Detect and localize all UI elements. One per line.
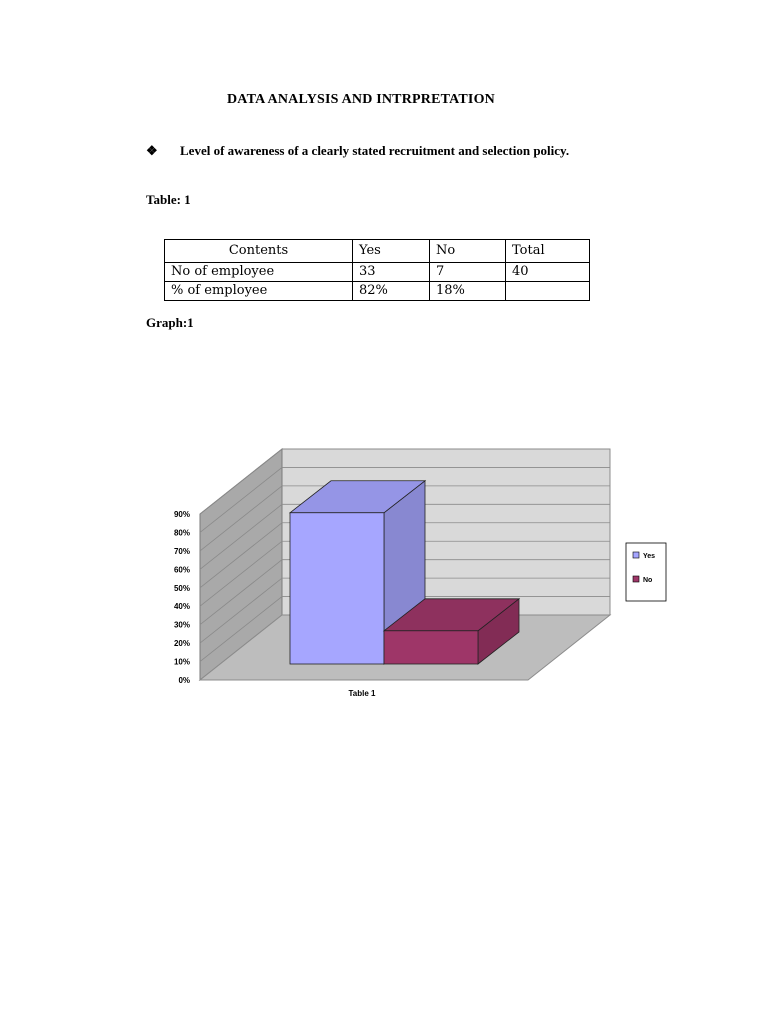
table-cell: 7	[430, 263, 506, 282]
table-cell	[506, 282, 590, 301]
y-tick-label: 40%	[173, 602, 190, 612]
table-cell: % of employee	[165, 282, 353, 301]
y-axis-ticks	[174, 510, 190, 685]
table-header-row	[165, 240, 590, 263]
legend-label: No	[643, 577, 653, 584]
y-tick-label: 20%	[173, 639, 190, 649]
y-tick-label: 90%	[173, 510, 190, 519]
y-tick-label: 70%	[173, 546, 190, 556]
bar-front-face	[384, 631, 478, 664]
bar-front-face	[290, 513, 384, 664]
table-cell: 82%	[353, 282, 430, 301]
y-tick-label: 0%	[178, 676, 190, 685]
table-caption: Table: 1	[146, 192, 191, 207]
x-axis-category-label: Table 1	[348, 689, 376, 698]
graph-caption: Graph:1	[146, 315, 194, 330]
table-row	[165, 282, 590, 301]
page-title: DATA ANALYSIS AND INTRPRETATION	[227, 92, 495, 107]
table-cell: 40	[506, 263, 590, 282]
chart-legend	[626, 543, 666, 601]
table-cell: No of employee	[165, 263, 353, 282]
table-row	[165, 263, 590, 282]
bar-chart	[160, 440, 680, 710]
y-tick-label: 30%	[173, 620, 190, 630]
data-table	[164, 239, 590, 301]
table-cell: 18%	[430, 282, 506, 301]
y-tick-label: 50%	[173, 583, 190, 593]
diamond-bullet-icon: ❖	[146, 143, 158, 158]
legend-box	[626, 543, 666, 601]
table-header-cell: Total	[506, 240, 590, 263]
y-tick-label: 10%	[173, 657, 190, 667]
table-cell: 33	[353, 263, 430, 282]
bullet-text: Level of awareness of a clearly stated recruitment and selection policy.	[180, 143, 570, 158]
legend-swatch	[633, 576, 639, 582]
table-header-cell: Contents	[165, 240, 353, 263]
y-tick-label: 80%	[173, 528, 190, 538]
y-tick-label: 60%	[173, 565, 190, 575]
bullet-point	[146, 143, 569, 159]
legend-label: Yes	[643, 553, 656, 560]
table-header-cell: Yes	[353, 240, 430, 263]
legend-swatch	[633, 552, 639, 558]
table-header-cell: No	[430, 240, 506, 263]
